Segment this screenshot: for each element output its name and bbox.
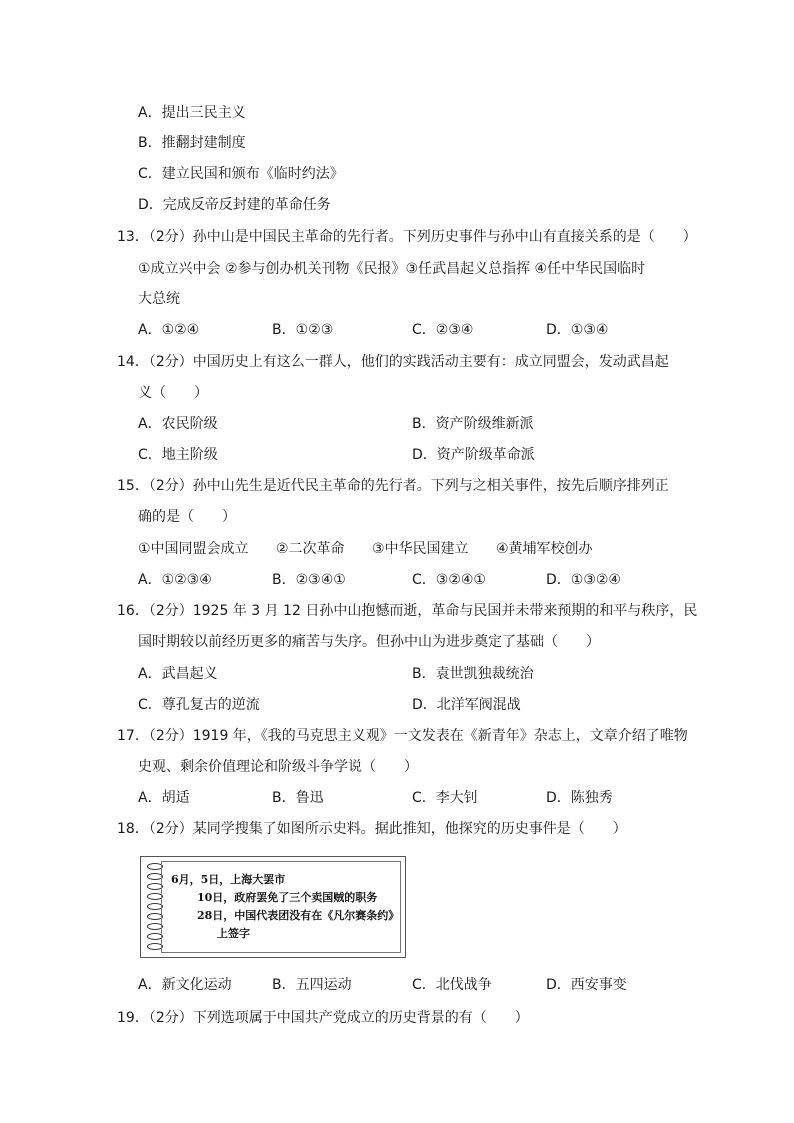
q14-stem-cont: 义（ ）: [138, 385, 208, 401]
q15-item-4: ④黄埔军校创办: [496, 541, 593, 557]
q14-option-a: A．农民阶级: [138, 416, 218, 432]
q17-stem-cont: 史观、剩余价值理论和阶级斗争学说（ ）: [138, 759, 418, 775]
figure-line-1: 6月，5日，上海大罢市: [171, 873, 286, 886]
q15-option-a: A．①②③④: [138, 572, 212, 588]
q15-option-b: B．②③④①: [272, 572, 346, 588]
q14-option-d: D．资产阶级革命派: [412, 447, 535, 463]
q14-option-b: B．资产阶级维新派: [412, 416, 534, 432]
figure-line-2: 10日，政府罢免了三个卖国贼的职务: [197, 891, 378, 904]
q16-stem-cont: 国时期较以前经历更多的痛苦与失序。但孙中山为进步奠定了基础（ ）: [138, 634, 600, 650]
figure-line-4: 上签字: [217, 927, 250, 940]
q13-option-a: A．①②④: [138, 322, 200, 338]
q19-stem: 19．（2分）下列选项属于中国共产党成立的历史背景的有（ ）: [117, 1010, 529, 1026]
prev-option-a: A．提出三民主义: [138, 105, 246, 121]
q15-stem: 15．（2分）孙中山先生是近代民主革命的先行者。下列与之相关事件，按先后顺序排列正: [117, 478, 669, 494]
q18-option-a: A．新文化运动: [138, 977, 232, 993]
q15-stem-cont: 确的是（ ）: [138, 509, 236, 525]
q14-option-c: C．地主阶级: [138, 447, 218, 463]
q16-option-d: D．北洋军阀混战: [412, 697, 521, 713]
q17-option-b: B．鲁迅: [272, 790, 324, 806]
q16-option-b: B．袁世凯独裁统治: [412, 666, 534, 682]
q17-option-c: C．李大钊: [412, 790, 478, 806]
q13-option-c: C．②③④: [412, 322, 474, 338]
q17-stem: 17．（2分）1919 年，《我的马克思主义观》一文发表在《新青年》杂志上，文章介绍了唯物: [117, 728, 688, 744]
prev-option-d: D．完成反帝反封建的革命任务: [138, 197, 331, 213]
q15-item-3: ③中华民国建立: [372, 541, 469, 557]
q16-stem: 16．（2分）1925 年 3 月 12 日孙中山抱憾而逝，革命与民国并未带来预期的和平与秩序，民: [117, 603, 698, 619]
q16-option-a: A．武昌起义: [138, 666, 218, 682]
q18-option-d: D．西安事变: [546, 977, 627, 993]
q15-option-c: C．③②④①: [412, 572, 486, 588]
q13-option-d: D．①③④: [546, 322, 609, 338]
q13-items-cont: 大总统: [138, 291, 180, 307]
q17-option-a: A．胡适: [138, 790, 190, 806]
q18-figure-notebook: [140, 856, 406, 958]
q15-item-1: ①中国同盟会成立: [138, 541, 249, 557]
q18-stem: 18．（2分）某同学搜集了如图所示史料。据此推知，他探究的历史事件是（ ）: [117, 821, 627, 837]
q15-item-2: ②二次革命: [276, 541, 345, 557]
q15-option-d: D．①③②④: [546, 572, 621, 588]
q13-option-b: B．①②③: [272, 322, 334, 338]
q13-items: ①成立兴中会 ②参与创办机关刊物《民报》③任武昌起义总指挥 ④任中华民国临时: [138, 261, 646, 277]
prev-option-b: B．推翻封建制度: [138, 135, 246, 151]
q13-stem: 13．（2分）孙中山是中国民主革命的先行者。下列历史事件与孙中山有直接关系的是（ ）: [117, 229, 697, 245]
q18-option-c: C．北伐战争: [412, 977, 492, 993]
prev-option-c: C．建立民国和颁布《临时约法》: [138, 166, 344, 182]
q16-option-c: C．尊孔复古的逆流: [138, 697, 260, 713]
q18-option-b: B．五四运动: [272, 977, 352, 993]
figure-line-3: 28日，中国代表团没有在《凡尔赛条约》: [197, 909, 400, 922]
q17-option-d: D．陈独秀: [546, 790, 613, 806]
q14-stem: 14．（2分）中国历史上有这么一群人，他们的实践活动主要有：成立同盟会，发动武昌起: [117, 354, 669, 370]
